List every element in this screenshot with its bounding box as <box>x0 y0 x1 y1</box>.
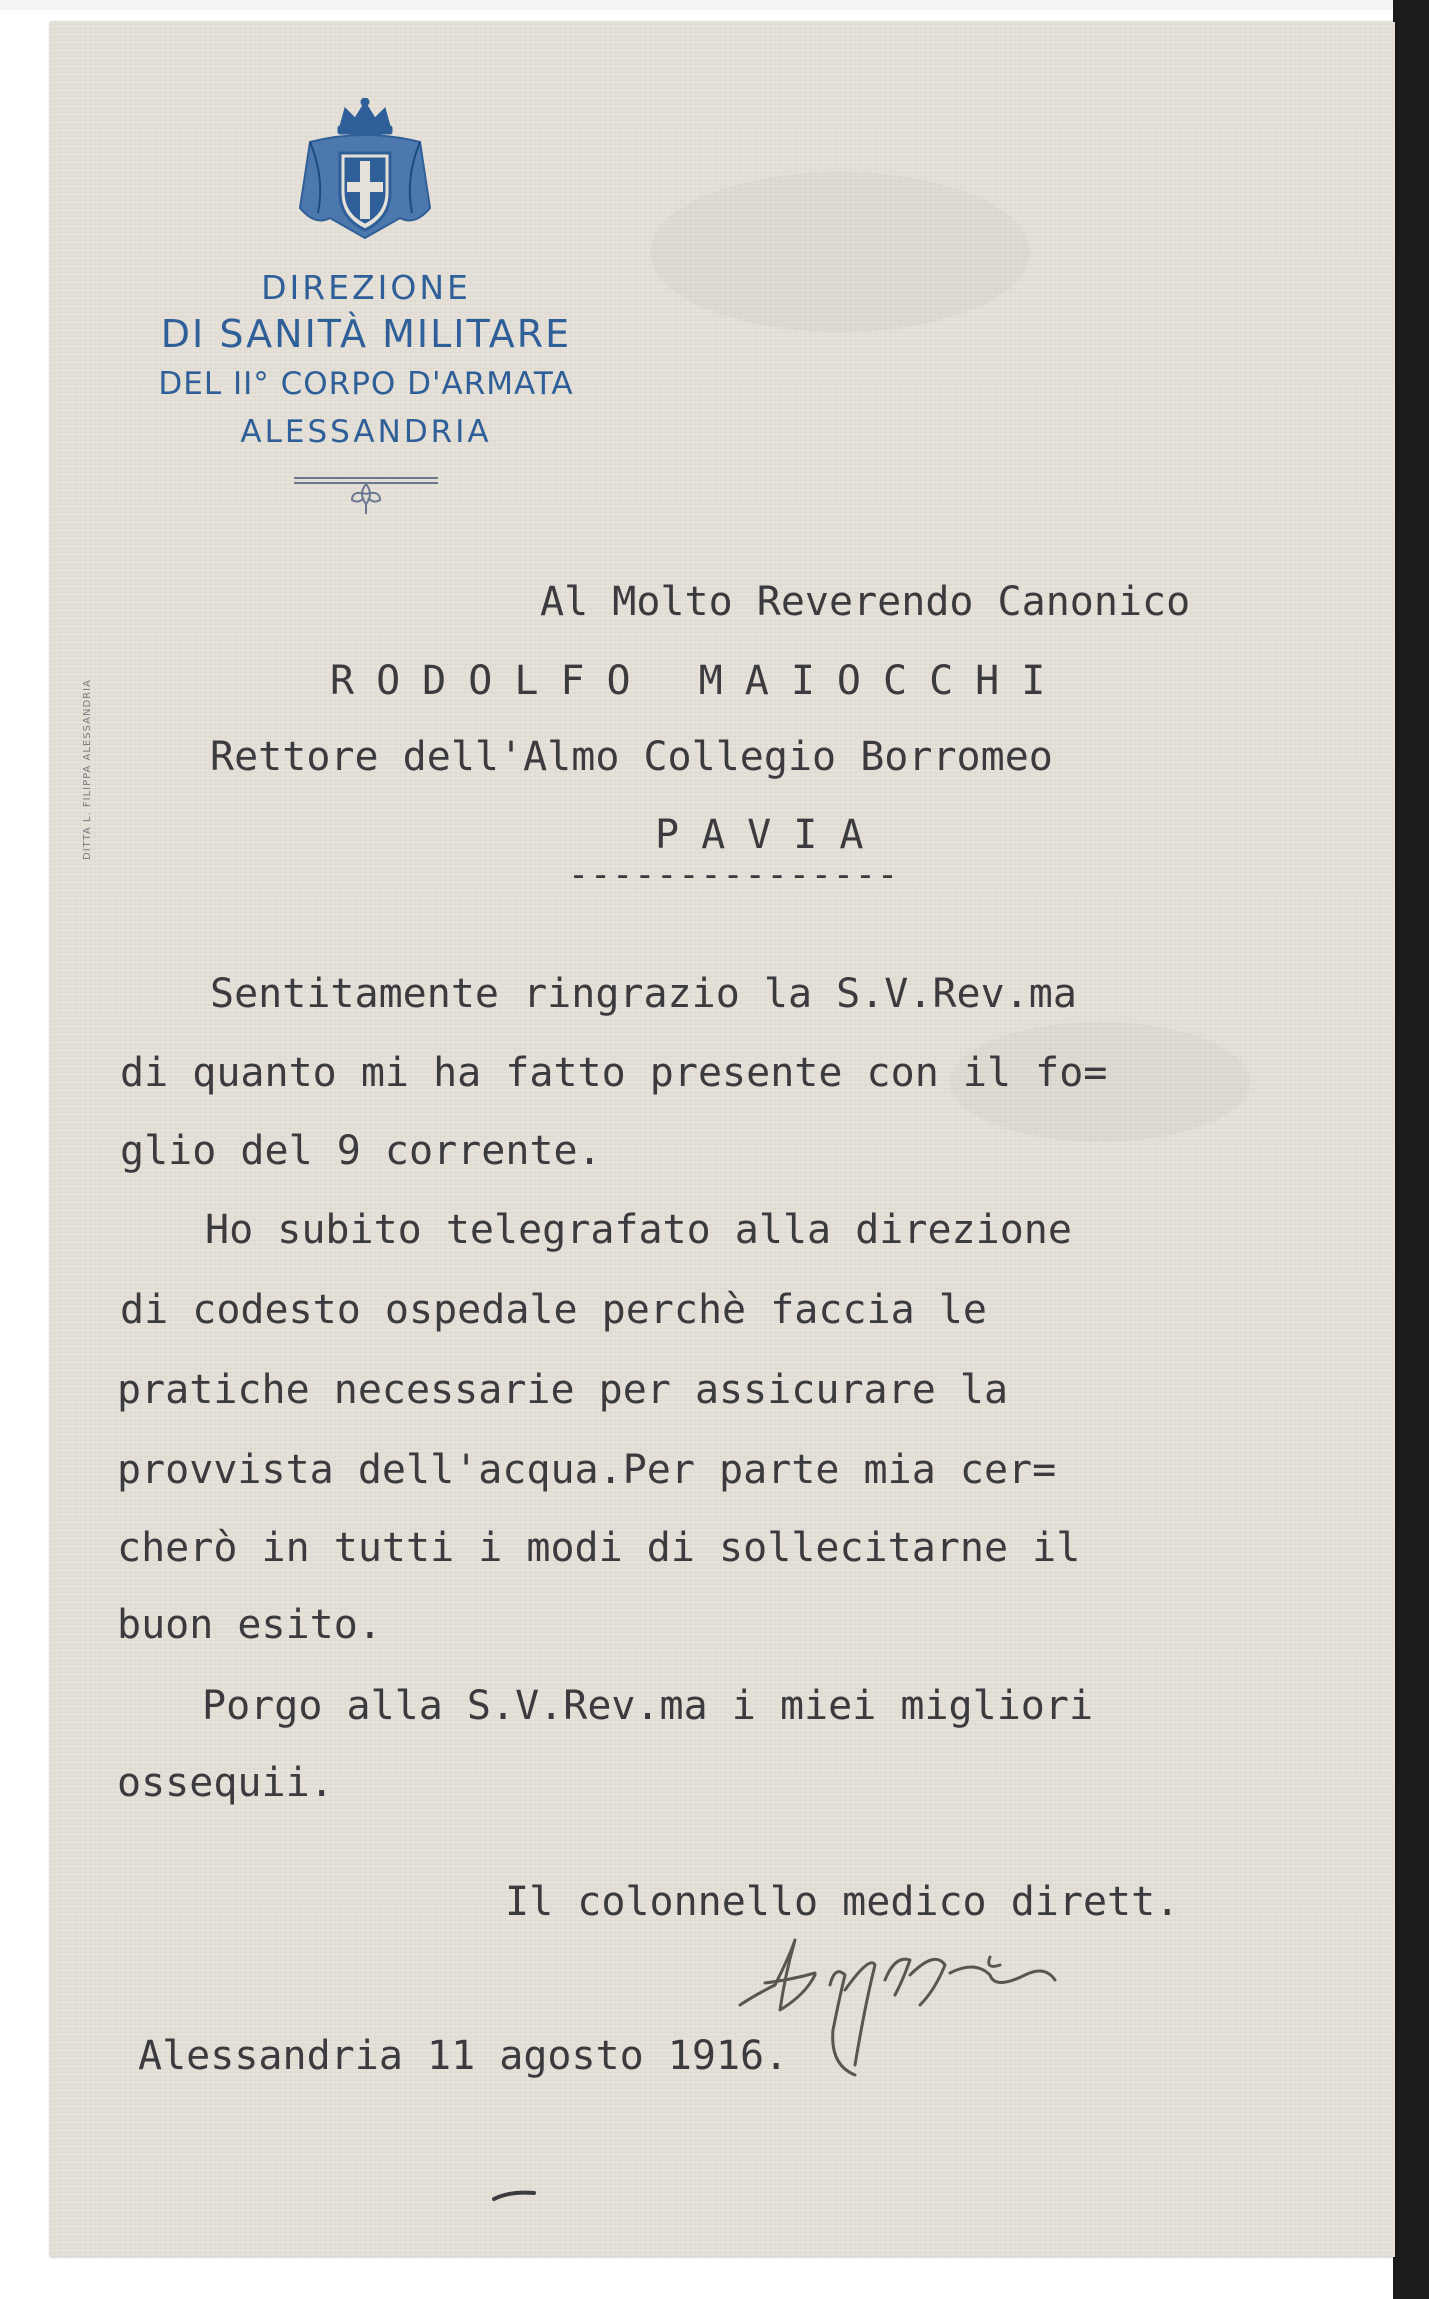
letterhead-line-city: ALESSANDRIA <box>240 414 492 450</box>
signer-title: Il colonnello medico dirett. <box>505 1879 1180 1925</box>
letterhead-line-corpo: DEL II° CORPO D'ARMATA <box>158 366 574 402</box>
scan-right-border <box>1393 0 1429 2299</box>
place-and-date: Alessandria 11 agosto 1916. <box>138 2033 789 2079</box>
body-line: pratiche necessarie per assicurare la <box>117 1367 1009 1413</box>
recipient-title: Rettore dell'Almo Collegio Borromeo <box>210 734 1053 780</box>
body-line: Porgo alla S.V.Rev.ma i miei migliori <box>202 1683 1094 1729</box>
savoy-coat-of-arms-icon <box>290 98 440 246</box>
ink-mark <box>490 2185 540 2205</box>
fleur-de-lis-rule-icon <box>292 470 440 520</box>
body-line: Ho subito telegrafato alla direzione <box>205 1207 1072 1253</box>
handwritten-signature-icon <box>735 1935 1155 2085</box>
body-line: glio del 9 corrente. <box>120 1128 602 1174</box>
body-line: cherò in tutti i modi di sollecitarne il <box>117 1525 1081 1571</box>
address-underline: --------------- <box>568 855 900 895</box>
letterhead-line-direzione: DIREZIONE <box>261 268 471 307</box>
scan-top-edge <box>0 0 1429 10</box>
body-line: provvista dell'acqua.Per parte mia cer= <box>117 1447 1057 1493</box>
paper-stain <box>650 172 1030 332</box>
body-line: di codesto ospedale perchè faccia le <box>120 1287 987 1333</box>
body-line: di quanto mi ha fatto presente con il fo= <box>120 1050 1108 1096</box>
body-line: buon esito. <box>117 1602 382 1648</box>
body-line: ossequii. <box>117 1760 334 1806</box>
salutation: Al Molto Reverendo Canonico <box>540 579 1191 625</box>
letterhead-line-sanita: DI SANITÀ MILITARE <box>160 312 572 356</box>
recipient-name: RODOLFO MAIOCCHI <box>330 658 1068 704</box>
recipient-city: PAVIA <box>655 812 886 858</box>
body-line: Sentitamente ringrazio la S.V.Rev.ma <box>210 971 1077 1017</box>
printer-mark: DITTA L. FILIPPA ALESSANDRIA <box>82 679 93 860</box>
